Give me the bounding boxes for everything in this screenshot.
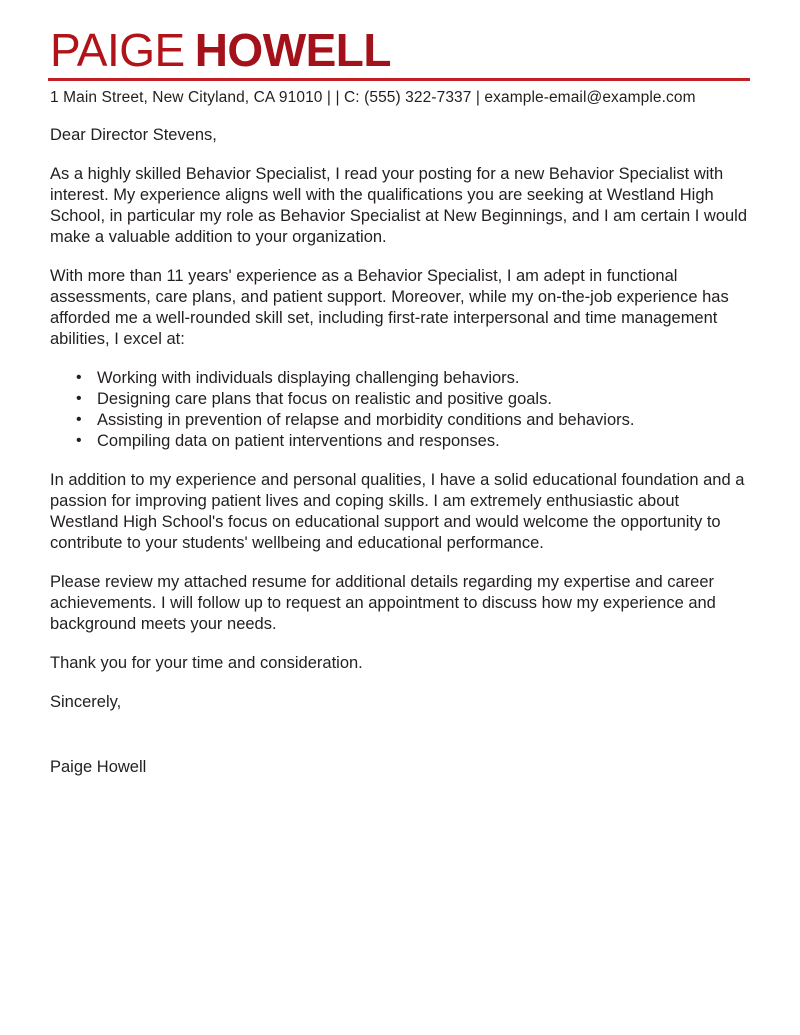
paragraph-education: In addition to my experience and personal qualities, I have a solid educational foundation and a passion for improving patient lives and coping skills. I am extremely enthusiastic about Westland High School's focus on educational support and would welcome the opportunity to contribute to your students' wellbeing and educational performance. (50, 471, 745, 552)
header-divider-rule (48, 78, 750, 81)
cover-letter (48, 24, 752, 778)
list-item: • Designing care plans that focus on realistic and positive goals. (76, 389, 752, 410)
thank-you-line: Thank you for your time and consideration. (50, 654, 363, 672)
letter-body (48, 125, 752, 778)
letterhead (48, 24, 752, 109)
paragraph-closing-request: Please review my attached resume for additional details regarding my expertise and career achievements. I will follow up to request an appointment to discuss how my experience and background meets your needs. (50, 573, 716, 633)
applicant-name (50, 24, 752, 76)
list-item: • Assisting in prevention of relapse and morbidity conditions and behaviors. (76, 410, 752, 431)
paragraph-experience: With more than 11 years' experience as a Behavior Specialist, I am adept in functional assessments, care plans, and patient support. Moreover, while my on-the-job experience has afforded me a well-rounded skill set, including first-rate interpersonal and time management abilities, I excel at: (50, 267, 729, 348)
applicant-first-name: PAIGE (50, 24, 185, 76)
contact-info-line: 1 Main Street, New Cityland, CA 91010 | | C: (555) 322-7337 | example-email@example.com (50, 89, 696, 106)
skills-bullet-list (48, 368, 752, 452)
list-item: • Working with individuals displaying challenging behaviors. (76, 368, 752, 389)
applicant-last-name: HOWELL (194, 24, 391, 76)
salutation: Dear Director Stevens, (50, 126, 217, 144)
list-item: • Compiling data on patient interventions and responses. (76, 431, 752, 452)
signoff-line: Sincerely, (50, 693, 122, 711)
signature-name: Paige Howell (50, 758, 147, 776)
paragraph-intro: As a highly skilled Behavior Specialist, I read your posting for a new Behavior Specialist with interest. My experience aligns well with the qualifications you are seeking at Westland High School, in particular my role as Behavior Specialist at New Beginnings, and I am certain I would make a valuable addition to your organization. (50, 165, 748, 246)
